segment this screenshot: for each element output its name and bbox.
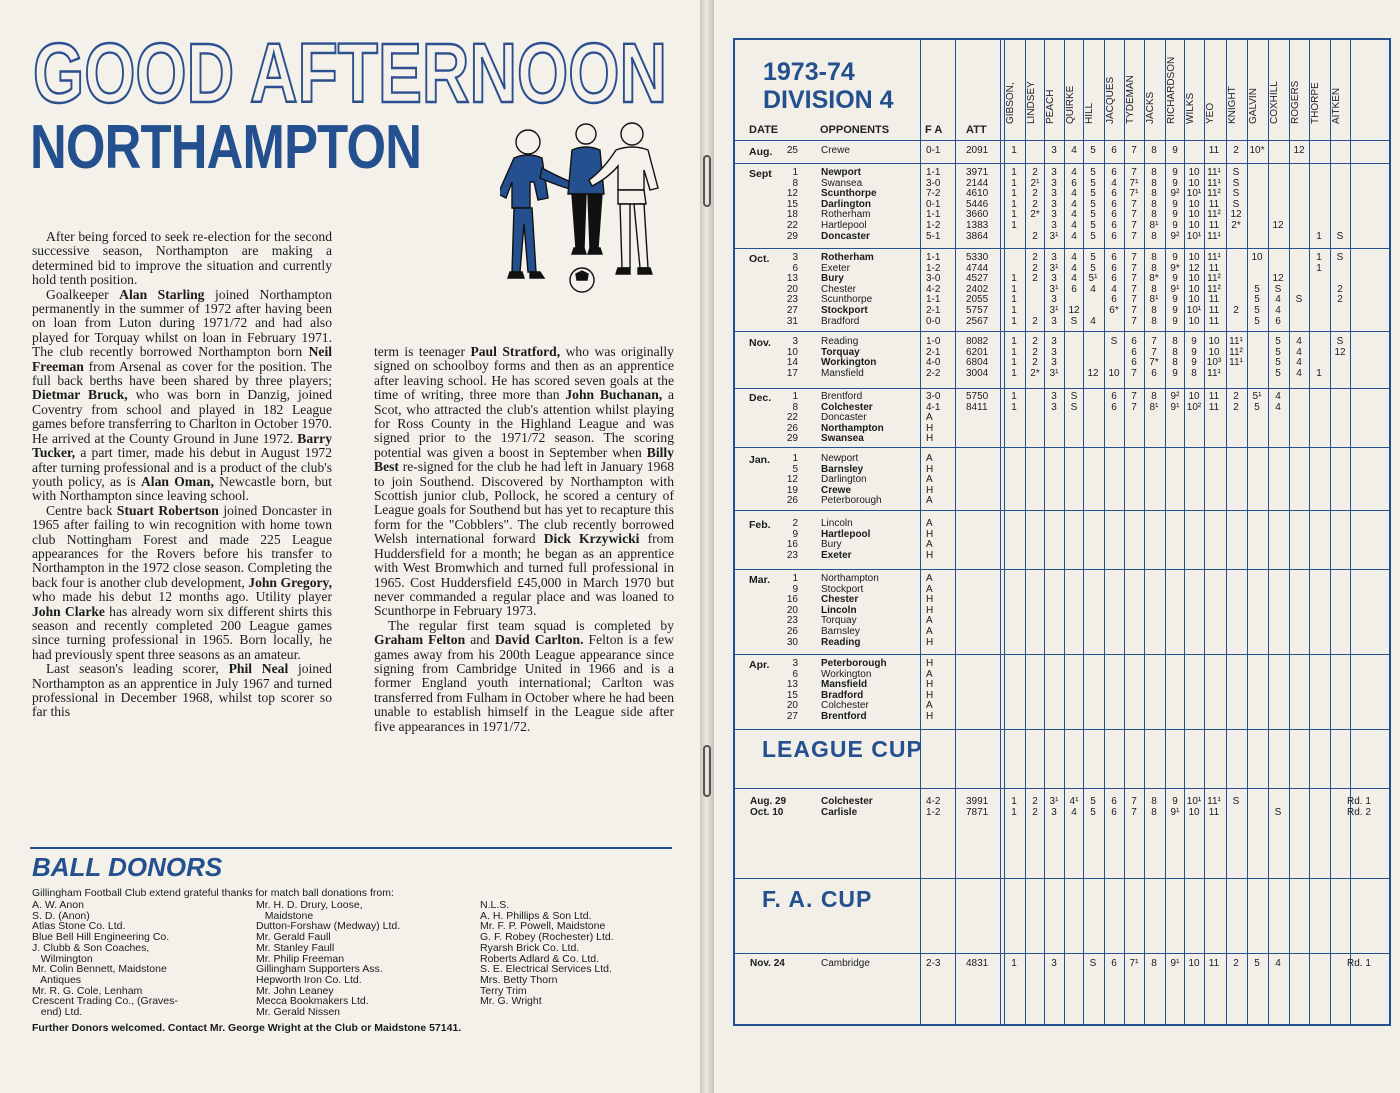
- opponent-name: Swansea: [821, 433, 864, 445]
- staple: [703, 745, 711, 797]
- opponent-name: Doncaster: [821, 230, 870, 242]
- article-paragraph: [374, 619, 674, 734]
- svg-text:GOOD AFTERNOON: GOOD AFTERNOON: [33, 30, 667, 108]
- player-name: Neil Freeman: [32, 344, 332, 374]
- player-selection: [1065, 337, 1083, 369]
- opponents-list: [821, 168, 877, 242]
- player-selection: 1: [1316, 230, 1322, 242]
- player-selection: 7 7: [1131, 391, 1137, 413]
- player-selection: 7 7 7* 6: [1149, 336, 1159, 379]
- opponent-name: Hartlepool: [821, 528, 871, 540]
- player-selection: S 12: [1334, 336, 1346, 358]
- player-column-header: AITKEN: [1331, 87, 1342, 124]
- ball-donors-intro: Gillingham Football Club extend grateful thanks for match ball donations from:: [32, 887, 394, 899]
- opponent-name: Northampton: [821, 573, 879, 584]
- league-cup-title: LEAGUE CUP: [762, 736, 923, 762]
- grid-line: [735, 331, 1389, 332]
- header-fa: F A: [925, 124, 943, 136]
- grid-line: [1350, 40, 1351, 1024]
- player-column-header: WILKS: [1185, 92, 1196, 124]
- article-text: The regular first team squad is completed by: [388, 617, 674, 633]
- grid-line: [1000, 40, 1001, 1024]
- opponent-name: Rotherham: [821, 209, 871, 221]
- article-column-2: [374, 345, 674, 734]
- opponent-name: Lincoln: [821, 604, 857, 616]
- player-selection: 1 1 1 1 1 1: [1011, 167, 1017, 231]
- player-selection: 11 11: [1208, 391, 1220, 413]
- grid-line: [1289, 40, 1290, 1024]
- player-selection: S 2 2: [1336, 252, 1344, 306]
- player-selection: 4¹ 4: [1069, 796, 1079, 818]
- opponent-name: Colchester: [821, 401, 873, 413]
- header-opponents: OPPONENTS: [820, 124, 890, 136]
- score-column: 3-0 4-1 A H H: [926, 391, 941, 445]
- match-dates: 25: [786, 145, 798, 156]
- opponent-name: Bradford: [821, 315, 860, 327]
- match-dates: 1 9 16 20 23 26 30: [786, 573, 798, 648]
- attendance-column: 5330 4744 4527 2402 2055 5757 2567: [966, 252, 989, 327]
- player-name: David Carlton.: [494, 632, 584, 648]
- player-column-header: PEACH: [1045, 89, 1056, 124]
- player-selection: 2 2 2 2: [1032, 252, 1038, 327]
- player-selection: 10*: [1249, 145, 1265, 156]
- player-selection: 8: [1151, 145, 1157, 156]
- player-selection: 1 1: [1316, 252, 1322, 274]
- player-selection: 3 3 3 3¹: [1049, 336, 1059, 379]
- player-selection: 7: [1131, 145, 1137, 156]
- player-selection: 4 6 4 4 4 4 4: [1071, 167, 1077, 242]
- ball-donors-list: A. W. Anon S. D. (Anon) Atlas Stone Co. Ltd. Blue Bell Hill Engineering Co. J. Clubb & Son Coaches, Wilmington Mr. Colin Bennett, Maidstone Antiques Mr. R. G. Cole, Lenham Crescent Trading Co., (Graves- end) Ltd.: [32, 899, 178, 1019]
- player-selection: S: [1336, 230, 1344, 242]
- ball-donors-rule: [30, 847, 672, 849]
- opponent-name: Stockport: [821, 304, 868, 316]
- match-dates: Aug. 29 Oct. 10: [750, 796, 787, 818]
- opponent-name: Crewe: [821, 145, 850, 156]
- opponent-name: Reading: [821, 636, 861, 648]
- player-selection: 1: [1011, 145, 1017, 156]
- opponent-name: Newport: [821, 167, 861, 178]
- player-selection: 6 6: [1111, 796, 1117, 818]
- player-selection: 11¹ 11² 11¹: [1229, 336, 1243, 369]
- match-dates: 2 9 16 23: [786, 518, 798, 561]
- good-afternoon-heading: [33, 30, 667, 108]
- player-selection: 1 1: [1011, 796, 1017, 818]
- player-selection: 8 8 8* 8 8¹ 8 8: [1149, 252, 1159, 327]
- player-selection: 8: [1151, 958, 1157, 969]
- opponent-name: Colchester: [821, 700, 869, 712]
- article-text: After being forced to seek re-election for the second successive season, Northampton are making a determined bid to improve the situation and currently hold tenth position.: [32, 229, 332, 288]
- score-column: A H A H: [926, 518, 934, 561]
- player-selection: 6 4 6 6 6 6 6: [1111, 167, 1117, 242]
- opponent-name: Bury: [821, 273, 844, 285]
- player-name: Alan Starling: [119, 286, 205, 302]
- month-label: Feb.: [749, 519, 771, 531]
- player-name: John Gregory,: [248, 574, 332, 590]
- opponents-list: [821, 253, 874, 327]
- player-selection: 3: [1051, 958, 1057, 969]
- article-text: from Huddersfield for a month; he began as an apprentice with West Bromwhich and turned full professional in 1965. Cost Huddersfield £45,000 in March 1970 but never commanded a regular place and was loaned to Scunthorpe in February 1973.: [374, 531, 674, 619]
- player-selection: 11: [1208, 958, 1220, 969]
- player-selection: S: [1274, 806, 1282, 818]
- player-selection: 2 2: [1032, 796, 1038, 818]
- opponent-name: Chester: [821, 594, 859, 606]
- attendance-column: 3971 2144 4610 5446 3660 1383 3864: [966, 167, 989, 242]
- opponent-name: Darlington: [821, 198, 871, 210]
- month-label: Mar.: [749, 574, 771, 586]
- player-column-header: COXHILL: [1269, 81, 1280, 124]
- player-selection: 9 9* 9 9¹ 9 9 9: [1170, 252, 1180, 327]
- article-text: who was originally signed on schoolboy forms and then as an apprentice after leaving school. He has scored seven goals at the time of writing, three more than: [374, 344, 674, 403]
- opponent-name: Rotherham: [821, 252, 874, 263]
- score-column: 1-1 1-2 3-0 4-2 1-1 2-1 0-0: [926, 252, 941, 327]
- opponent-name: Workington: [821, 357, 877, 369]
- player-selection: 8 8 8 9: [1172, 336, 1178, 379]
- player-column-header: YEO: [1205, 102, 1216, 124]
- grid-line: [735, 654, 1389, 655]
- player-selection: 8 8¹: [1149, 391, 1159, 413]
- player-name: Barry Tucker,: [32, 430, 332, 461]
- score-column: 0-1: [926, 145, 941, 156]
- grid-line: [735, 248, 1389, 249]
- article-text: Goalkeeper: [46, 286, 120, 302]
- article-paragraph: [32, 288, 332, 504]
- article-text: joined Northampton permanently in the summer of 1972 after having been on loan from Luton during 1971/72 and had also played for Torquay whilst on loan in February 1971. The club recently borrowed Northampton born: [32, 286, 332, 360]
- opponent-name: Swansea: [821, 177, 863, 189]
- article-text: joined Doncaster in 1965 after failing to win recognition with home town club Nottingham Forest and made 225 League appearances for the Rovers before his transfer to Northampton in the 1972 close season. Completing the back four is another club development,: [32, 502, 332, 590]
- opponent-name: Mansfield: [821, 679, 868, 691]
- opponents-list: [821, 797, 873, 818]
- season-label: 1973-74: [763, 58, 855, 86]
- article-text: a part timer, made his debut in August 1972 after turning professional and is a product of the club's youth policy, as is: [32, 445, 332, 489]
- score-column: 2-3: [926, 958, 941, 969]
- grid-line: [735, 510, 1389, 511]
- player-selection: 4 4: [1275, 391, 1281, 413]
- opponent-name: Crewe: [821, 484, 852, 496]
- player-selection: 3 3 3 3 3 3 3¹: [1049, 167, 1059, 242]
- player-name: Phil Neal: [228, 661, 289, 677]
- player-name: Graham Felton: [374, 632, 466, 648]
- opponent-name: Scunthorpe: [821, 188, 877, 200]
- round-label: Rd. 1: [1347, 958, 1371, 969]
- score-column: A H A H A: [926, 453, 934, 507]
- player-selection: 10¹ 10: [1186, 796, 1202, 818]
- round-label: Rd. 1 Rd. 2: [1347, 796, 1371, 818]
- player-selection: S 10: [1108, 336, 1120, 379]
- opponents-list: [821, 146, 850, 157]
- grid-line: [735, 163, 1389, 164]
- player-selection: 10 10 10³ 11¹: [1206, 336, 1222, 379]
- player-selection: 5: [1090, 145, 1096, 156]
- player-selection: 3¹ 3: [1049, 796, 1059, 818]
- opponent-name: Chester: [821, 283, 857, 295]
- player-selection: 1 1 1 1 1: [1011, 273, 1017, 327]
- grid-line: [735, 388, 1389, 389]
- player-name: Dick Krzywicki: [543, 531, 640, 547]
- opponent-name: Brentford: [821, 710, 867, 722]
- header-att: ATT: [966, 124, 987, 136]
- player-column-header: KNIGHT: [1227, 86, 1238, 124]
- player-selection: 6 6 6 4 6 6*: [1109, 252, 1119, 316]
- player-selection: 11¹ 11¹ 11² 11 11² 11 11¹: [1207, 167, 1221, 242]
- grid-line: [735, 447, 1389, 448]
- player-selection: 10 5 5 5 5: [1251, 252, 1263, 327]
- player-selection: 7 7¹ 7¹ 7 7 7 7: [1129, 167, 1139, 242]
- player-selection: 8 8: [1151, 796, 1157, 818]
- ball-donors-list: Mr. H. D. Drury, Loose, Maidstone Dutton-Forshaw (Medway) Ltd. Mr. Gerald Faull Mr. Stanley Faull Mr. Philip Freeman Gillingham Supporters Ass. Hepworth Iron Co. Ltd. Mr. John Leaney Mecca Bookmakers Ltd. Mr. Gerald Nissen: [256, 899, 401, 1019]
- player-selection: 10: [1188, 958, 1200, 969]
- article-text: a Scot, who attracted the club's attention whilst playing for Ross County in the Highland League and was signed prior to the 1971/72 season. The scoring potential was given a boost in September when: [374, 387, 675, 460]
- attendance-column: 8082 6201 6804 3004: [966, 336, 989, 379]
- ball-donors-list: N.L.S. A. H. Phillips & Son Ltd. Mr. F. P. Powell, Maidstone G. F. Robey (Rochester) Ltd. Ryarsh Brick Co. Ltd. Roberts Adlard & Co. Ltd. S. E. Electrical Services Ltd. Mrs. Betty Thorn Terry Trim Mr. G. Wright: [480, 899, 614, 1008]
- player-selection: 5 5 5 5 5 5 5: [1090, 167, 1096, 242]
- opponent-name: Torquay: [821, 346, 860, 358]
- player-selection: 4 4 4 4: [1296, 336, 1302, 379]
- opponent-name: Brentford: [821, 391, 863, 402]
- opponent-name: Mansfield: [821, 367, 864, 379]
- player-selection: 11¹ 11: [1207, 796, 1221, 818]
- player-column-header: ROGERS: [1290, 80, 1301, 124]
- player-name: Billy Best: [374, 444, 674, 475]
- opponent-name: Northampton: [821, 422, 884, 434]
- opponent-name: Carlisle: [821, 806, 858, 818]
- article-text: re-signed for the club he had left in January 1968 to join Southend. Discovered by Northampton with Scottish junior club, Pollock, he scored a century of League goals for Southend but has yet to recapture this form for the "Cobblers". The club recently borrowed Welsh international forward: [374, 459, 674, 547]
- score-column: H A H H A H: [926, 658, 934, 722]
- grid-line: [735, 569, 1389, 570]
- player-selection: 1: [1316, 367, 1322, 379]
- player-name: Paul Stratford,: [470, 344, 561, 359]
- opponent-name: Exeter: [821, 262, 850, 274]
- month-label: Jan.: [749, 454, 771, 466]
- article-column-1: [32, 230, 332, 720]
- player-selection: 9² 9¹: [1170, 391, 1180, 413]
- player-selection: S: [1232, 796, 1240, 807]
- player-selection: 5: [1254, 958, 1260, 969]
- article-paragraph: [374, 345, 674, 619]
- player-selection: 12: [1087, 367, 1099, 379]
- player-selection: 2: [1233, 145, 1239, 156]
- opponent-name: Doncaster: [821, 412, 867, 424]
- match-dates: 3 6 13 15 20 27: [786, 658, 798, 722]
- opponent-name: Torquay: [821, 615, 857, 627]
- grid-line: [920, 40, 921, 1024]
- opponents-list: [821, 959, 870, 970]
- player-selection: 9 9¹: [1170, 796, 1180, 818]
- article-text: from Arsenal as cover for the position. The full back berths have been shared by three players;: [32, 358, 332, 389]
- attendance-column: 5750 8411: [966, 391, 989, 413]
- match-dates: 1 5 12 19 26: [786, 453, 798, 507]
- player-selection: 5 5 5 5: [1275, 336, 1281, 379]
- article-paragraph: [32, 662, 332, 720]
- article-text: has already worn six different shirts this season and recently completed 200 League games since turning professional in 1965. Born locally, he had previously spent three seasons as an amateur.: [32, 603, 332, 662]
- grid-line: [735, 140, 1389, 141]
- season-title: [763, 58, 894, 114]
- player-selection: 5 5 5¹ 4 4: [1088, 252, 1098, 327]
- player-selection: S: [1295, 294, 1303, 306]
- player-selection: 4: [1071, 145, 1077, 156]
- match-dates: Nov. 24: [750, 958, 785, 969]
- opponent-name: Darlington: [821, 474, 867, 486]
- opponent-name: Peterborough: [821, 495, 882, 507]
- match-dates: 3 10 14 17: [786, 336, 798, 379]
- opponents-list: [821, 337, 876, 379]
- opponent-name: Newport: [821, 453, 859, 464]
- player-selection: 3 3¹ 3 3¹ 3 3¹ 3: [1049, 252, 1059, 327]
- player-selection: 12: [1272, 219, 1284, 231]
- player-selection: 6: [1111, 145, 1117, 156]
- player-name: Alan Oman,: [140, 473, 214, 489]
- player-name: John Clarke: [32, 603, 105, 619]
- article-text: Newcastle born, but with Northampton since leaving school.: [32, 473, 332, 504]
- opponent-name: Exeter: [821, 549, 852, 561]
- player-selection: 7 7 7 7 7 7 7: [1131, 252, 1137, 327]
- attendance-column: 4831: [966, 958, 989, 969]
- player-column-header: HILL: [1084, 102, 1095, 124]
- opponents-list: [821, 519, 870, 561]
- opponent-name: Barnsley: [821, 463, 864, 475]
- player-selection: 11¹ 11 11² 11² 11 11 11: [1207, 252, 1221, 327]
- grid-line: [735, 878, 1389, 879]
- player-column-header: LINDSEY: [1026, 81, 1037, 124]
- opponent-name: Lincoln: [821, 518, 853, 529]
- player-name: Stuart Robertson: [116, 502, 219, 518]
- player-selection: 1 1 1 1: [1011, 336, 1017, 379]
- opponent-name: Peterborough: [821, 658, 887, 669]
- player-selection: 2: [1233, 304, 1239, 316]
- player-selection: 10 12 10 10 10 10¹ 10: [1186, 252, 1202, 327]
- opponent-name: Cambridge: [821, 958, 870, 969]
- article-text: who made his debut 12 months ago. Utility player: [32, 589, 332, 605]
- opponent-name: Bury: [821, 539, 842, 551]
- player-selection: 2: [1233, 958, 1239, 969]
- player-column-header: JACKS: [1145, 91, 1156, 124]
- month-label: Sept: [749, 168, 772, 180]
- opponent-name: Hartlepool: [821, 219, 867, 231]
- player-selection: 7¹: [1129, 958, 1139, 969]
- ball-donors-footer: Further Donors welcomed. Contact Mr. George Wright at the Club or Maidstone 57141.: [32, 1022, 462, 1034]
- article-paragraph: [32, 504, 332, 662]
- month-label: Nov.: [749, 337, 771, 349]
- opponent-name: Bradford: [821, 689, 864, 701]
- player-selection: 3 3: [1051, 391, 1057, 413]
- month-label: Oct.: [749, 253, 770, 265]
- player-selection: 1: [1011, 958, 1017, 969]
- player-name: John Buchanan,: [565, 387, 663, 403]
- handshake-illustration-icon: [500, 120, 672, 298]
- player-selection: 2 2: [1233, 391, 1239, 413]
- article-paragraph: [32, 230, 332, 288]
- article-text: joined Northampton as an apprentice in July 1967 and turned professional in December 1968, whilst top scorer so far this: [32, 661, 332, 720]
- attendance-column: 3991 7871: [966, 796, 989, 818]
- player-selection: 5¹ 5: [1252, 391, 1262, 413]
- opponents-list: [821, 392, 884, 445]
- article-text: and: [465, 632, 495, 648]
- score-column: 4-2 1-2: [926, 796, 941, 818]
- attendance-column: 2091: [966, 145, 989, 156]
- player-selection: 3: [1051, 145, 1057, 156]
- division-label: DIVISION 4: [763, 86, 894, 114]
- opponent-name: Barnsley: [821, 625, 860, 637]
- article-text: term is teenager: [374, 344, 471, 359]
- opponents-list: [821, 454, 882, 507]
- player-selection: [1248, 168, 1266, 232]
- player-name: Dietmar Bruck,: [32, 387, 128, 403]
- opponent-name: Scunthorpe: [821, 294, 873, 306]
- club-heading: NORTHAMPTON: [30, 113, 422, 182]
- grid-line: [955, 40, 956, 1024]
- score-column: 1-1 3-0 7-2 0-1 1-1 1-2 5-1: [926, 167, 941, 242]
- player-selection: 9 9 9 8: [1191, 336, 1197, 379]
- opponent-name: Stockport: [821, 583, 864, 595]
- player-column-header: TYDEMAN: [1125, 75, 1136, 124]
- player-selection: 2 2¹ 2 2 2* 2: [1030, 167, 1040, 242]
- player-column-header: QUIRKE: [1065, 85, 1076, 124]
- article-text: Last season's leading scorer,: [46, 661, 229, 677]
- player-selection: 9 9 9² 9 9 9 9²: [1170, 167, 1180, 242]
- match-dates: 3 6 13 20 23 27 31: [786, 252, 798, 327]
- article-text: who was born in Danzig, joined Coventry from school and played in 182 League games before transferring to Charlton in October 1970. He arrived at the County Ground in June 1972.: [32, 387, 332, 446]
- match-dates: 1 8 12 15 18 22 29: [786, 167, 798, 242]
- player-selection: 9: [1172, 145, 1178, 156]
- match-dates: 1 8 22 26 29: [786, 391, 798, 445]
- opponent-name: Reading: [821, 336, 859, 347]
- player-selection: 4: [1275, 958, 1281, 969]
- month-label: Aug.: [749, 146, 773, 158]
- score-column: 1-0 2-1 4-0 2-2: [926, 336, 941, 379]
- grid-line: [735, 729, 1389, 730]
- player-selection: S: [1089, 958, 1097, 969]
- player-column-header: GIBSON,: [1005, 82, 1016, 124]
- staple: [703, 155, 711, 207]
- score-column: A A H H A A H: [926, 573, 934, 648]
- ball-donors-title: BALL DONORS: [32, 852, 223, 882]
- player-selection: 12: [1293, 145, 1305, 156]
- opponents-list: [821, 574, 879, 648]
- opponent-name: Colchester: [821, 796, 873, 807]
- header-date: DATE: [749, 124, 779, 136]
- player-selection: 10 10²: [1186, 391, 1202, 413]
- grid-line: [735, 953, 1389, 954]
- player-selection: 6 6: [1111, 391, 1117, 413]
- player-column-header: RICHARDSON: [1166, 56, 1177, 124]
- month-label: Apr.: [749, 659, 770, 671]
- player-selection: 6: [1111, 958, 1117, 969]
- player-selection: 4 4 4 6 12 S: [1068, 252, 1080, 327]
- player-selection: 5 5: [1090, 796, 1096, 818]
- player-selection: 12 S 4 4 6: [1272, 273, 1284, 327]
- month-label: Dec.: [749, 392, 772, 404]
- player-selection: 9¹: [1170, 958, 1180, 969]
- player-column-header: JACQUES: [1105, 76, 1116, 124]
- player-column-header: THORPE: [1310, 82, 1321, 124]
- player-selection: 7 7: [1131, 796, 1137, 818]
- player-selection: 1 1: [1011, 391, 1017, 413]
- player-selection: S S S S 12 2*: [1230, 167, 1242, 231]
- fa-cup-title: F. A. CUP: [762, 886, 873, 912]
- opponent-name: Workington: [821, 668, 872, 680]
- player-selection: 8 8 8 8 8 8¹ 8: [1149, 167, 1159, 242]
- opponents-list: [821, 659, 887, 723]
- grid-line: [735, 788, 1389, 789]
- player-selection: 2 2 2 2*: [1030, 336, 1040, 379]
- player-selection: 11: [1208, 145, 1220, 156]
- player-selection: 6 6 6 7: [1131, 336, 1137, 379]
- player-column-header: GALVIN: [1248, 88, 1259, 124]
- article-text: Centre back: [46, 502, 117, 518]
- player-selection: S S: [1070, 391, 1078, 413]
- article-text: Felton is a few games away from his 200th League appearance since signing from Cambridge United in 1966 and is a former England youth international; Carlton was transferred from Fulham in October where he had been unable to establish himself in the League side after five appearances in 1971/72.: [374, 632, 674, 734]
- player-selection: 10 10 10¹ 10 10 10 10¹: [1186, 167, 1202, 242]
